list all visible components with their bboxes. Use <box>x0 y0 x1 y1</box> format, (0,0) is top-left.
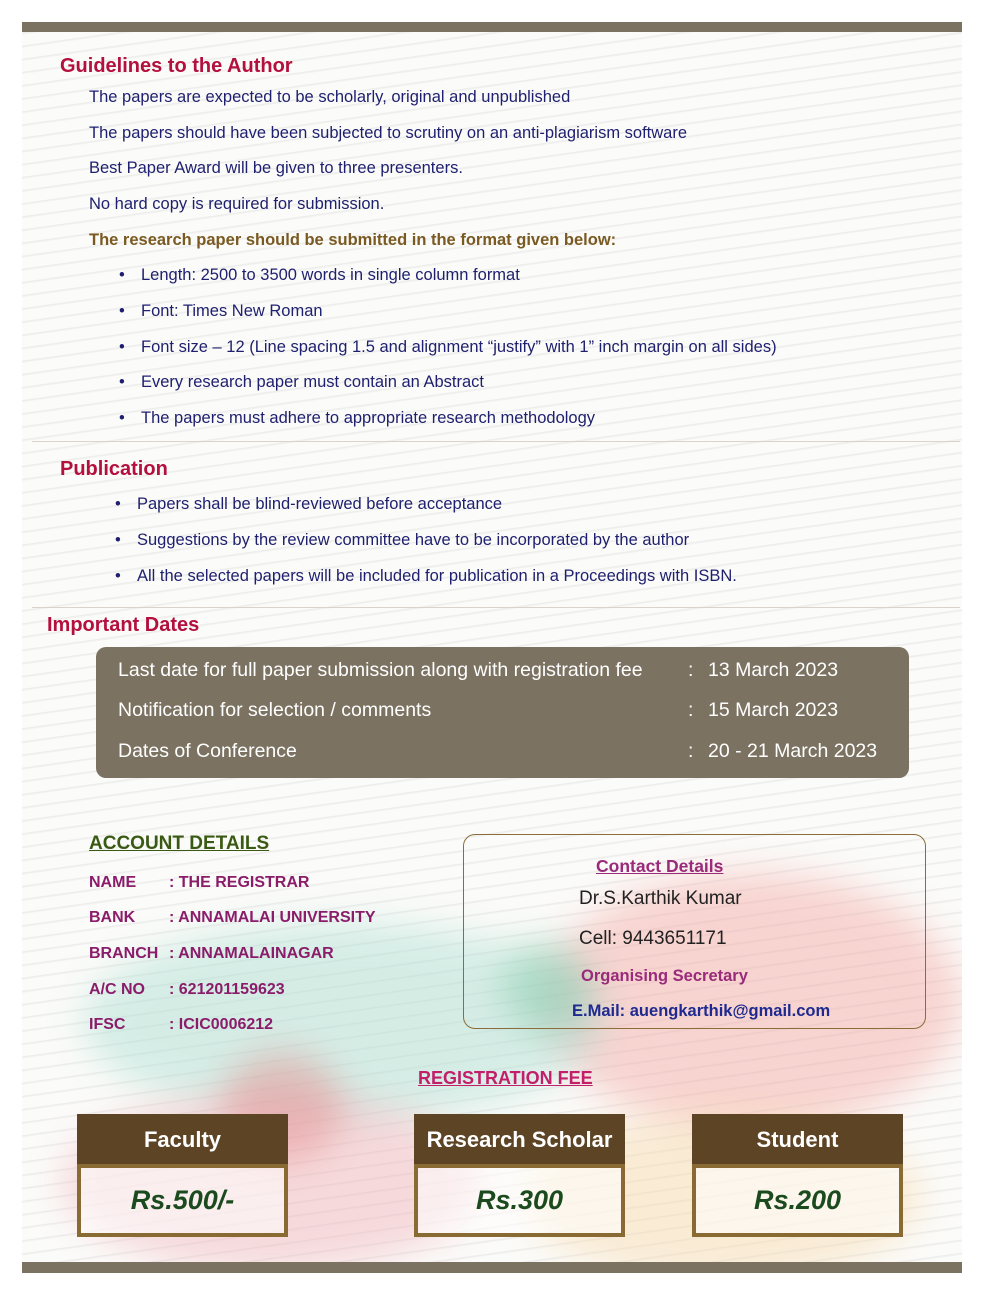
account-row <box>89 981 285 999</box>
format-item: • Font size – 12 (Line spacing 1.5 and alignment “justify” with 1” inch margin on all sides) <box>141 338 777 357</box>
format-heading: The research paper should be submitted in the format given below: <box>89 231 617 249</box>
date-row-value: 13 March 2023 <box>708 659 839 681</box>
format-item: • Length: 2500 to 3500 words in single column format <box>141 266 520 285</box>
publication-item: • Suggestions by the review committee have to be incorporated by the author <box>137 531 689 550</box>
account-details-title: ACCOUNT DETAILS <box>89 833 270 854</box>
date-row-value: 20 - 21 March 2023 <box>708 740 878 762</box>
top-border-bar <box>22 22 962 32</box>
account-key: NAME <box>89 874 137 891</box>
account-row <box>89 945 334 963</box>
fee-card-research-scholar <box>414 1114 625 1241</box>
format-item: • Every research paper must contain an Abstract <box>141 373 484 392</box>
publication-item: • All the selected papers will be included for publication in a Proceedings with ISBN. <box>137 567 737 586</box>
fee-card-faculty <box>77 1114 288 1241</box>
guidelines-title: Guidelines to the Author <box>60 55 293 77</box>
format-item: • The papers must adhere to appropriate research methodology <box>141 409 595 428</box>
bottom-border-bar <box>22 1262 962 1273</box>
guideline-line: No hard copy is required for submission. <box>89 195 385 213</box>
fee-category: Student <box>692 1114 903 1164</box>
date-row-separator: : <box>688 659 694 681</box>
date-row-separator: : <box>688 699 694 721</box>
fee-card-student <box>692 1114 903 1241</box>
account-row <box>89 1016 273 1034</box>
important-dates-title: Important Dates <box>47 614 200 636</box>
account-key: BRANCH <box>89 945 159 962</box>
important-dates-panel <box>96 647 909 778</box>
guideline-line: Best Paper Award will be given to three presenters. <box>89 159 463 177</box>
account-row <box>89 909 376 927</box>
date-row-label: Dates of Conference <box>118 740 297 762</box>
contact-email[interactable]: E.Mail: auengkarthik@gmail.com <box>572 1002 831 1020</box>
fee-amount: Rs.500/- <box>77 1164 288 1237</box>
fee-category: Faculty <box>77 1114 288 1164</box>
account-value: : ANNAMALAINAGAR <box>169 945 334 962</box>
contact-role: Organising Secretary <box>581 967 748 985</box>
account-value: : ANNAMALAI UNIVERSITY <box>169 909 376 926</box>
contact-title: Contact Details <box>596 856 724 876</box>
section-divider <box>32 441 960 442</box>
guideline-line: The papers are expected to be scholarly, original and unpublished <box>89 88 571 106</box>
publication-title: Publication <box>60 458 168 480</box>
date-row-label: Notification for selection / comments <box>118 699 432 721</box>
registration-fee-title: REGISTRATION FEE <box>418 1068 593 1088</box>
account-key: IFSC <box>89 1016 126 1033</box>
account-row <box>89 874 309 892</box>
fee-amount: Rs.300 <box>414 1164 625 1237</box>
contact-name: Dr.S.Karthik Kumar <box>579 888 742 909</box>
format-item: • Font: Times New Roman <box>141 302 323 321</box>
account-value: : 621201159623 <box>169 981 285 998</box>
section-divider <box>32 607 960 608</box>
account-value: : THE REGISTRAR <box>169 874 310 891</box>
date-row-separator: : <box>688 740 694 762</box>
account-key: BANK <box>89 909 136 926</box>
date-row-label: Last date for full paper submission along with registration fee <box>118 659 643 681</box>
fee-category: Research Scholar <box>414 1114 625 1164</box>
fee-amount: Rs.200 <box>692 1164 903 1237</box>
publication-item: • Papers shall be blind-reviewed before acceptance <box>137 495 502 514</box>
guideline-line: The papers should have been subjected to scrutiny on an anti-plagiarism software <box>89 124 688 142</box>
account-key: A/C NO <box>89 981 145 998</box>
contact-cell: Cell: 9443651171 <box>579 928 727 949</box>
date-row-value: 15 March 2023 <box>708 699 839 721</box>
contact-details-box <box>463 834 926 1029</box>
account-value: : ICIC0006212 <box>169 1016 274 1033</box>
